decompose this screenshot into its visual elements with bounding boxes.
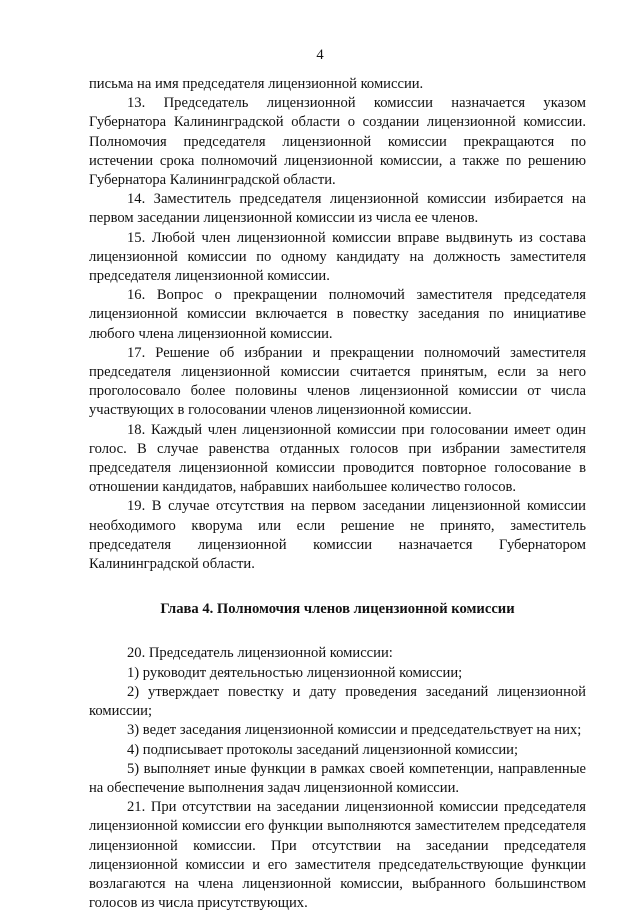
paragraph-p21: 21. При отсутствии на заседании лицензионной комиссии председателя лицензионной комиссии его функции выполняются заместителем председателя лицензионной комиссии. При отсутствии на заседании председателя лицензионной комиссии и его заместителя председательствующие функции возлагаются на члена лицензионной комиссии, выбранного большинством голосов из числа присутствующих. [89,799,586,912]
paragraph-p20_4: 4) подписывает протоколы заседаний лицензионной комиссии; [127,741,519,758]
page-number: 4 [316,47,324,63]
paragraph-p19: 19. В случае отсутствия на первом заседании лицензионной комиссии необходимого кворума или если решение не принято, заместитель председателя лицензионной комиссии назначается Губернатором Калининградской области. [89,498,586,573]
section-top-paragraphs [89,75,586,574]
paragraph-p15: 15. Любой член лицензионной комиссии вправе выдвинуть из состава лицензионной комиссии по одному кандидату на должность заместителя председателя лицензионной комиссии. [89,229,586,285]
paragraph-p20_1: 1) руководит деятельностью лицензионной комиссии; [127,664,463,681]
paragraph-p17: 17. Решение об избрании и прекращении полномочий заместителя председателя лицензионной комиссии считается принятым, если за него проголосовало более половины членов лицензионной комиссии от числа участвующих в голосовании членов лицензионной комиссии. [89,344,586,419]
paragraph-p20_5: 5) выполняет иные функции в рамках своей компетенции, направленные на обеспечение выполнения задач лицензионной комиссии. [89,760,586,796]
paragraph-p14: 14. Заместитель председателя лицензионной комиссии избирается на первом заседании лицензионной комиссии из числа ее членов. [89,191,586,227]
paragraph-p20: 20. Председатель лицензионной комиссии: [127,645,393,662]
paragraph-p13: 13. Председатель лицензионной комиссии назначается указом Губернатора Калининградской области о создании лицензионной комиссии. Полномочия председателя лицензионной комиссии прекращаются по истечении срока полномочий лицензионной комиссии, а также по решению Губернатора Калининградской области. [89,95,586,189]
section-bottom-paragraphs [89,644,586,913]
chapter-heading: Глава 4. Полномочия членов лицензионной комиссии [160,601,515,618]
paragraph-p16: 16. Вопрос о прекращении полномочий заместителя председателя лицензионной комиссии включается в повестку заседания по инициативе любого члена лицензионной комиссии. [89,287,586,342]
paragraph-cont: письма на имя председателя лицензионной комиссии. [89,76,424,92]
paragraph-p18: 18. Каждый член лицензионной комиссии при голосовании имеет один голос. В случае равенства отданных голосов при избрании заместителя председателя лицензионной комиссии проводится повторное голосование в отношении кандидатов, набравших наибольшее количество голосов. [89,421,586,496]
document-body [89,75,586,913]
paragraph-p20_2: 2) утверждает повестку и дату проведения заседаний лицензионной комиссии; [89,683,586,720]
paragraph-p20_3: 3) ведет заседания лицензионной комиссии и председательствует на них; [127,722,582,739]
